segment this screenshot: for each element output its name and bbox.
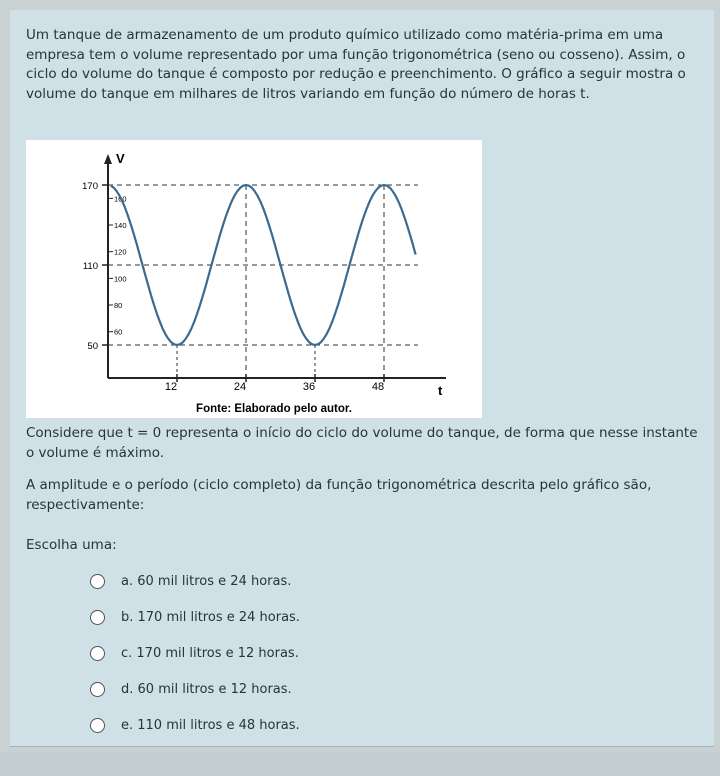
y-inner-tick-label-120: 120: [114, 247, 127, 257]
radio-option-b[interactable]: [90, 610, 105, 625]
chart-caption: Fonte: Elaborado pelo autor.: [196, 403, 352, 415]
option-e-label[interactable]: e. 110 mil litros e 48 horas.: [121, 717, 300, 733]
option-e[interactable]: [90, 714, 300, 736]
option-a-label[interactable]: a. 60 mil litros e 24 horas.: [121, 573, 292, 589]
option-b-label[interactable]: b. 170 mil litros e 24 horas.: [121, 609, 300, 625]
choose-label: Escolha uma:: [26, 537, 117, 553]
y-inner-tick-label-140: 140: [114, 221, 127, 230]
option-d[interactable]: [90, 678, 292, 700]
radio-option-e[interactable]: [90, 718, 105, 733]
option-d-label[interactable]: d. 60 mil litros e 12 horas.: [121, 681, 292, 697]
x-tick-label-24: 24: [233, 381, 247, 393]
x-tick-label-36: 36: [302, 381, 316, 393]
x-axis-label: t: [438, 383, 443, 398]
option-c[interactable]: [90, 642, 299, 664]
y-inner-tick-label-80: 80: [114, 301, 123, 310]
x-tick-label-48: 48: [371, 381, 385, 393]
y-inner-tick-label-160: 160: [114, 194, 127, 204]
chart-svg: [26, 140, 482, 418]
bottom-strip: [0, 752, 720, 776]
y-tick-label-170: 170: [82, 181, 98, 192]
option-c-label[interactable]: c. 170 mil litros e 12 horas.: [121, 645, 299, 661]
x-tick-label-12: 12: [164, 381, 178, 393]
y-axis-label: V: [116, 151, 125, 166]
radio-option-c[interactable]: [90, 646, 105, 661]
question-panel: [10, 10, 714, 747]
y-axis-arrow: [104, 154, 112, 164]
radio-option-a[interactable]: [90, 574, 105, 589]
question-paragraph-2: Considere que t = 0 representa o início do ciclo do volume do tanque, de forma que nesse instante o volume é máximo.: [26, 425, 698, 461]
y-inner-tick-label-60: 60: [114, 327, 123, 337]
option-a[interactable]: [90, 570, 291, 592]
y-tick-label-110: 110: [82, 261, 98, 272]
question-paragraph-1: Um tanque de armazenamento de um produto químico utilizado como matéria-prima em uma empresa tem o volume representado por uma função trigonométrica (seno ou cosseno). Assim, o ciclo do volume do tanque é composto por redução e preenchimento. O gráfico a seguir mostra o volume do tanque em milhares de litros variando em função do número de horas t.: [26, 27, 686, 102]
option-b[interactable]: [90, 606, 300, 628]
y-tick-label-50: 50: [87, 341, 98, 352]
volume-chart: [26, 140, 482, 418]
y-inner-tick-label-100: 100: [114, 274, 127, 284]
question-paragraph-3: A amplitude e o período (ciclo completo) da função trigonométrica descrita pelo gráfico são, respectivamente:: [26, 477, 652, 513]
radio-option-d[interactable]: [90, 682, 105, 697]
